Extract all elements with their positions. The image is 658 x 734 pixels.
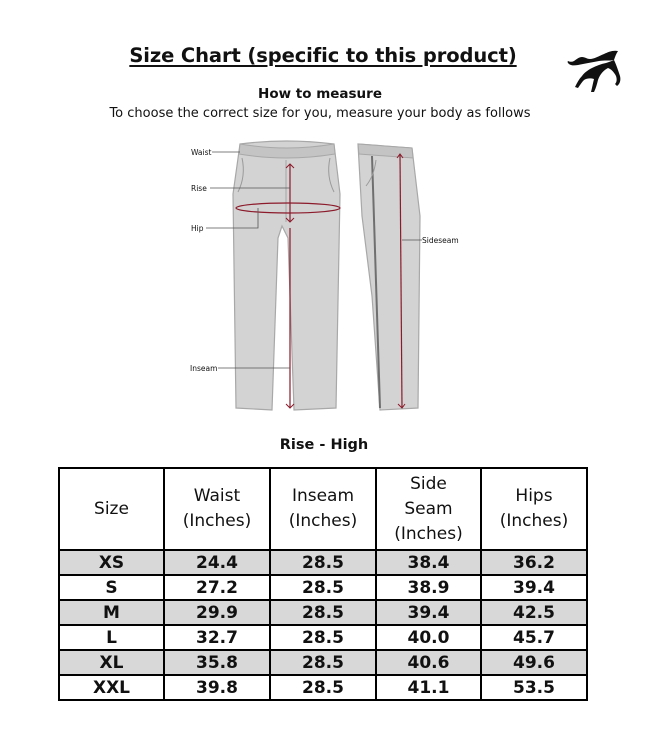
cell-side-seam: 38.4 — [376, 550, 481, 575]
cell-side-seam: 40.0 — [376, 625, 481, 650]
cell-inseam: 28.5 — [270, 625, 376, 650]
inseam-label: Inseam — [190, 364, 218, 373]
hip-label: Hip — [191, 224, 204, 233]
cell-waist: 35.8 — [164, 650, 270, 675]
cell-waist: 32.7 — [164, 625, 270, 650]
cell-hips: 45.7 — [481, 625, 587, 650]
cell-waist: 27.2 — [164, 575, 270, 600]
table-row — [59, 575, 587, 600]
header-side-seam: Side Seam (Inches) — [376, 468, 481, 550]
rise-label: Rise — [191, 184, 207, 193]
cell-side-seam: 40.6 — [376, 650, 481, 675]
header-inseam: Inseam (Inches) — [270, 468, 376, 550]
table-row — [59, 625, 587, 650]
cell-size: S — [59, 575, 164, 600]
sideseam-label: Sideseam — [422, 236, 459, 245]
cell-waist: 24.4 — [164, 550, 270, 575]
table-row — [59, 600, 587, 625]
cell-hips: 36.2 — [481, 550, 587, 575]
table-row — [59, 550, 587, 575]
cell-hips: 53.5 — [481, 675, 587, 700]
cell-hips: 39.4 — [481, 575, 587, 600]
header-size: Size — [59, 468, 164, 550]
waist-label: Waist — [191, 148, 212, 157]
size-chart-table — [58, 467, 588, 701]
cell-inseam: 28.5 — [270, 650, 376, 675]
pants-measurement-diagram — [186, 136, 476, 420]
cell-size: XS — [59, 550, 164, 575]
table-header-row — [59, 468, 587, 550]
cell-size: XXL — [59, 675, 164, 700]
cell-hips: 49.6 — [481, 650, 587, 675]
cell-inseam: 28.5 — [270, 550, 376, 575]
cell-size: XL — [59, 650, 164, 675]
cell-waist: 39.8 — [164, 675, 270, 700]
cell-waist: 29.9 — [164, 600, 270, 625]
cell-inseam: 28.5 — [270, 675, 376, 700]
header-waist: Waist (Inches) — [164, 468, 270, 550]
header-hips: Hips (Inches) — [481, 468, 587, 550]
page-title: Size Chart (specific to this product) — [129, 44, 517, 67]
pants-front-view — [233, 141, 340, 410]
cell-inseam: 28.5 — [270, 600, 376, 625]
table-row — [59, 650, 587, 675]
cell-size: M — [59, 600, 164, 625]
measure-instruction: To choose the correct size for you, measure your body as follows — [109, 106, 531, 121]
how-to-measure-heading: How to measure — [258, 86, 382, 102]
rise-type-label: Rise - High — [279, 437, 369, 453]
cell-hips: 42.5 — [481, 600, 587, 625]
cell-side-seam: 39.4 — [376, 600, 481, 625]
cell-side-seam: 38.9 — [376, 575, 481, 600]
table-row — [59, 675, 587, 700]
cell-side-seam: 41.1 — [376, 675, 481, 700]
cell-inseam: 28.5 — [270, 575, 376, 600]
cell-size: L — [59, 625, 164, 650]
